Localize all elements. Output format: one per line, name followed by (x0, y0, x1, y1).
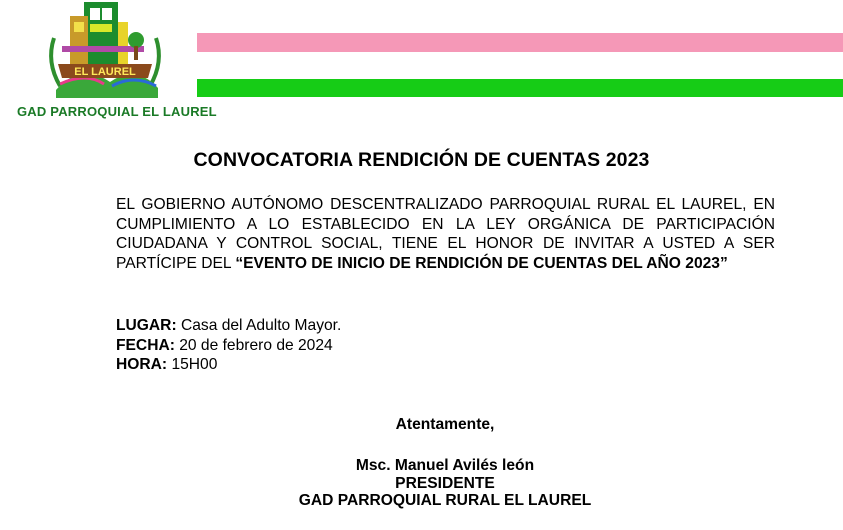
logo-caption: GAD PARROQUIAL EL LAUREL (17, 104, 217, 119)
paragraph-lead: EL GOBIERNO AUTÓNOMO DESCENTRALIZADO PARROQUIAL RURAL EL LAUREL, EN CUMPLIMIENTO A LO ESTABLECIDO EN LA LEY ORGÁNICA DE PARTICIPACIÓN CIUDADANA Y CONTROL SOCIAL, TIENE EL HONOR DE INVITAR A USTED A SER PARTÍCIPE DEL (116, 196, 775, 272)
place-line (116, 316, 341, 336)
gad-el-laurel-logo (40, 2, 170, 102)
closing-salutation: Atentamente, (395, 416, 495, 433)
event-name: “EVENTO DE INICIO DE RENDICIÓN DE CUENTAS DEL AÑO 2023” (235, 254, 728, 272)
signer-name: Msc. Manuel Avilés león (355, 457, 535, 474)
date-line (116, 336, 341, 356)
time-label: HORA: (116, 356, 168, 373)
pink-header-band (197, 33, 843, 52)
invitation-paragraph (116, 195, 775, 273)
date-label: FECHA: (116, 336, 175, 354)
green-header-band (197, 79, 843, 97)
document-title: CONVOCATORIA RENDICIÓN DE CUENTAS 2023 (193, 149, 650, 171)
signature-block (0, 457, 843, 510)
place-value: Casa del Adulto Mayor. (176, 317, 342, 334)
time-value: 15H00 (167, 356, 218, 373)
date-value: 20 de febrero de 2024 (174, 336, 333, 354)
event-details (116, 316, 341, 375)
signer-role: PRESIDENTE (395, 474, 495, 492)
place-label: LUGAR: (116, 317, 177, 334)
svg-text:EL LAUREL: EL LAUREL (74, 66, 136, 78)
signer-organization: GAD PARROQUIAL RURAL EL LAUREL (298, 492, 592, 509)
time-line (116, 355, 341, 375)
